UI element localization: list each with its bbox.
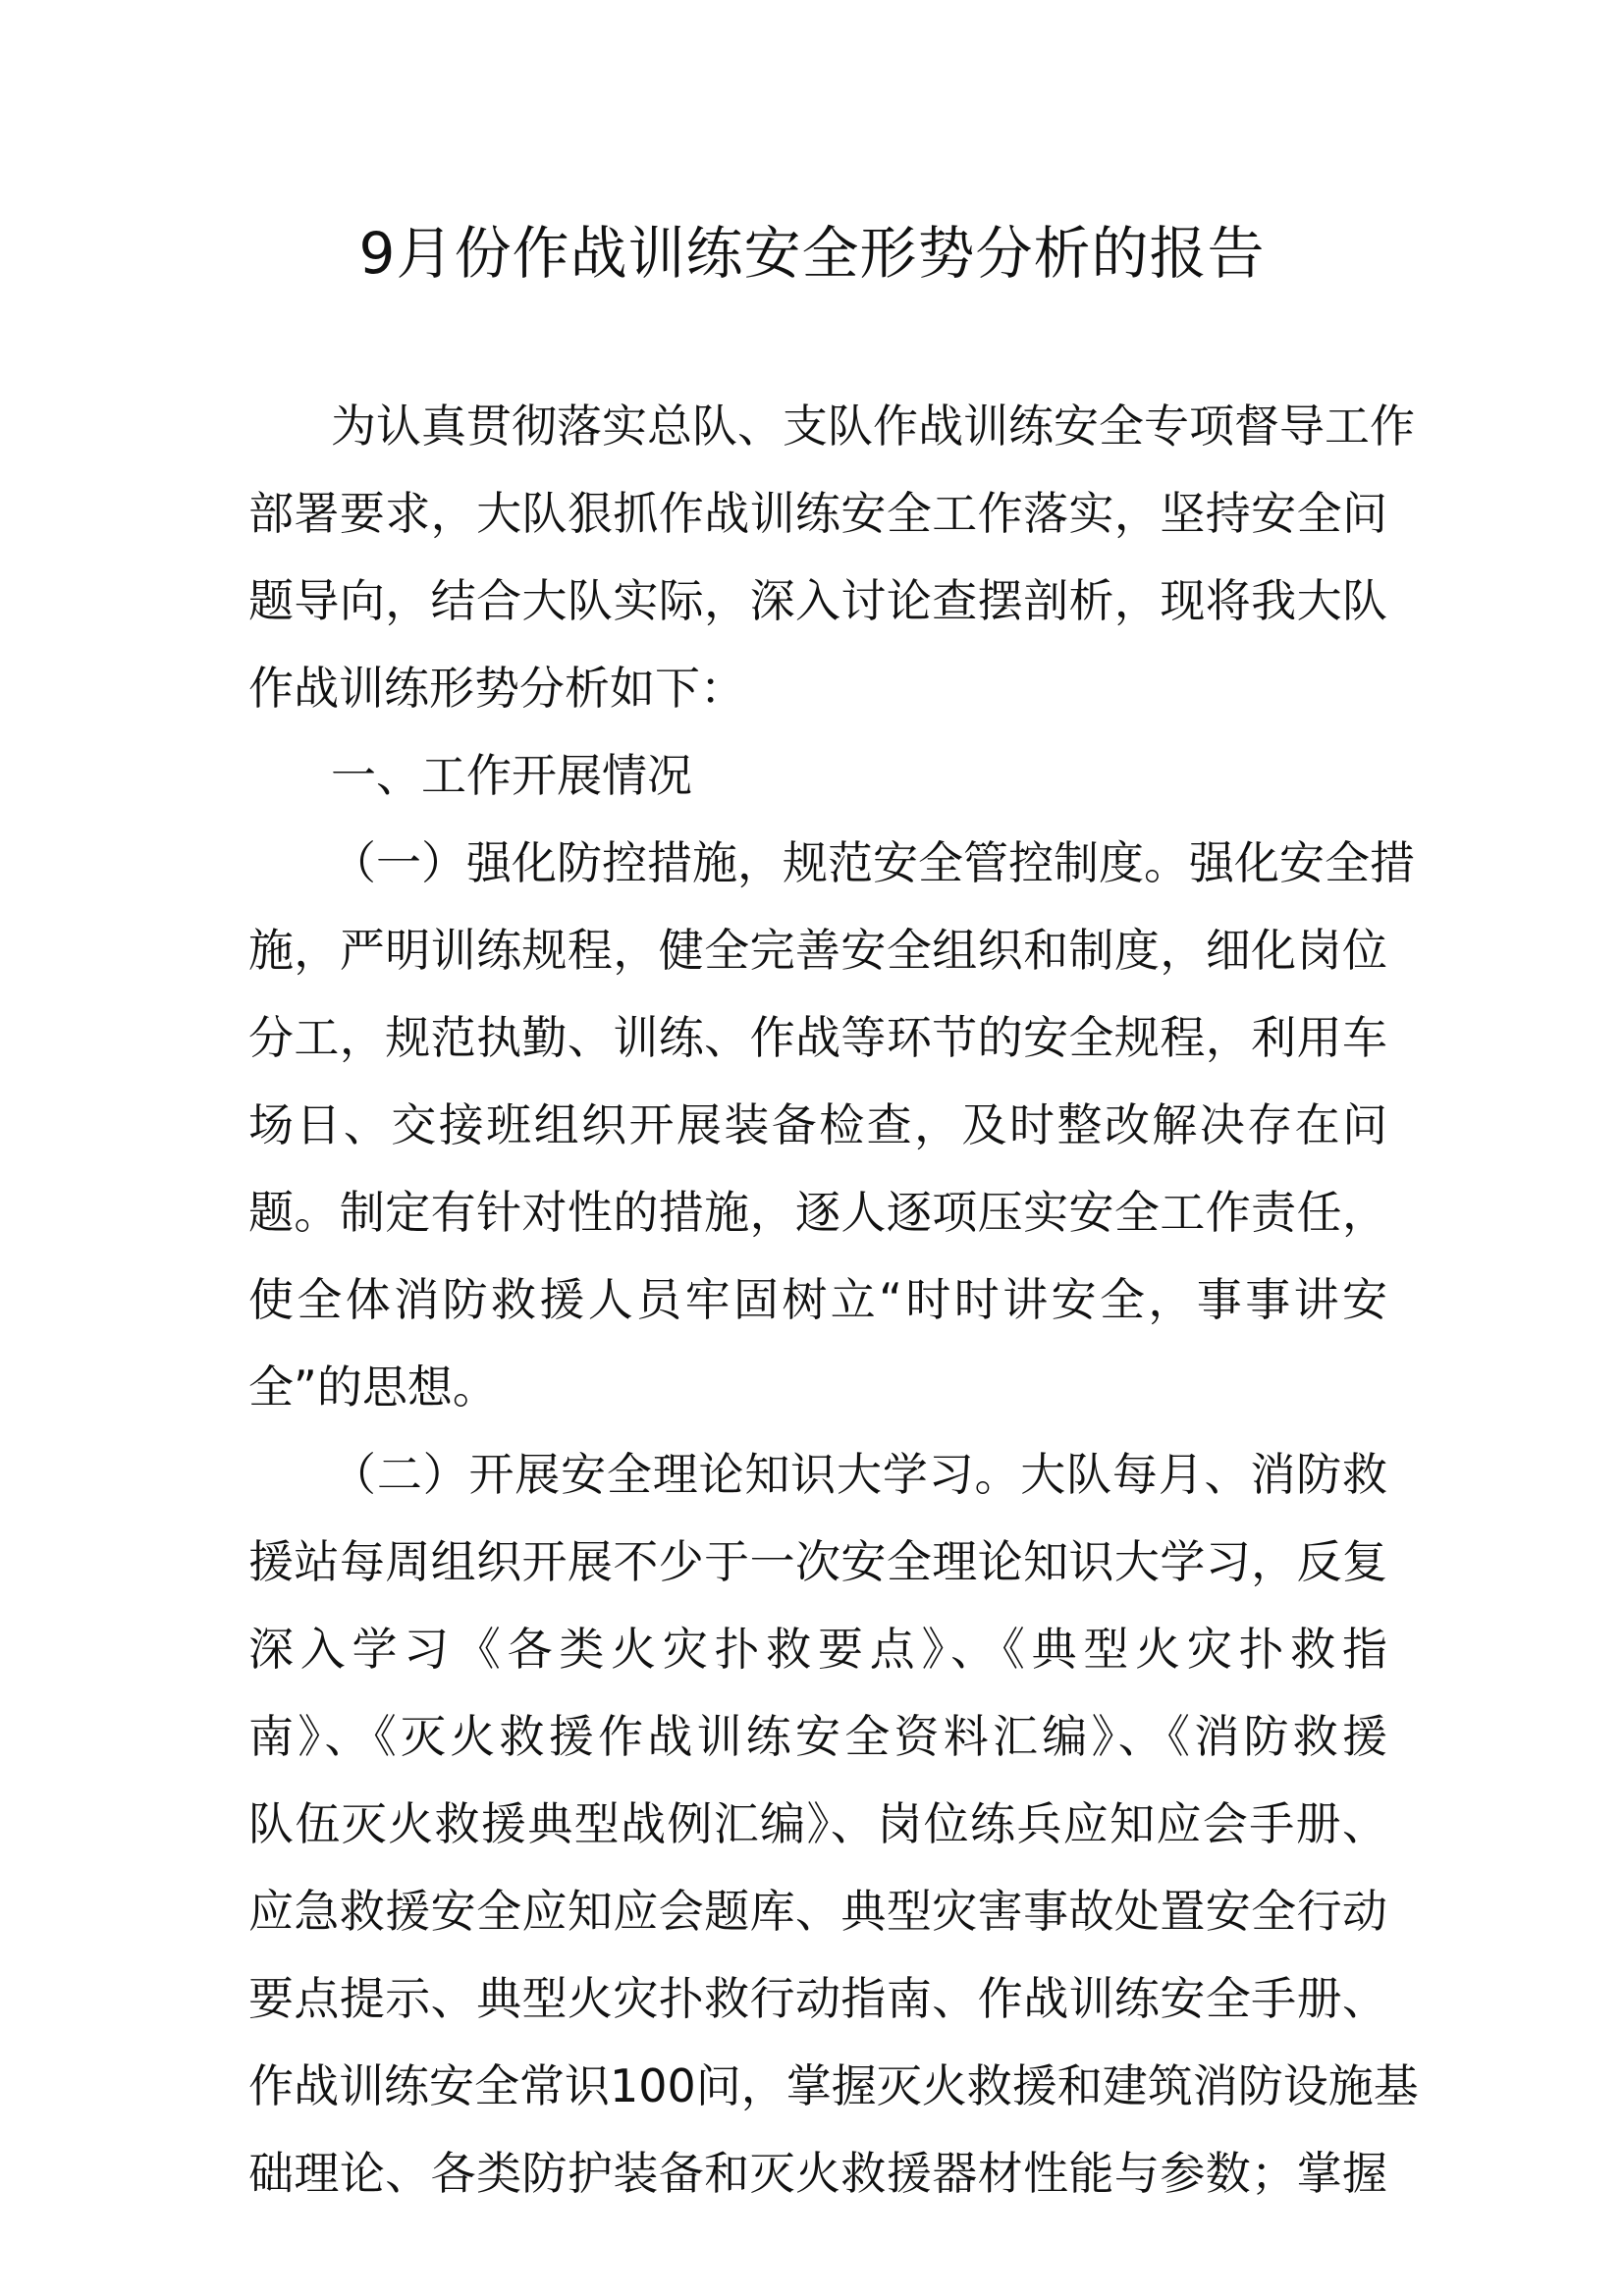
paragraph-line: 题。制定有针对性的措施，逐人逐项压实安全工作责任， — [248, 1186, 1387, 1239]
paragraph-line: 深入学习《各类火灾扑救要点》、《典型火灾扑救指 — [248, 1623, 1387, 1676]
paragraph-line: 南》、《灭火救援作战训练安全资料汇编》、《消防救援 — [248, 1710, 1387, 1763]
paragraph-line: 要点提示、典型火灾扑救行动指南、作战训练安全手册、 — [248, 1972, 1387, 2025]
paragraph-line: 为认真贯彻落实总队、支队作战训练安全专项督导工作 — [331, 400, 1415, 453]
document-title: 9月份作战训练安全形势分析的报告 — [358, 220, 1266, 287]
document-body — [248, 383, 1419, 2217]
paragraph-line: 题导向，结合大队实际，深入讨论查摆剖析，现将我大队 — [248, 574, 1387, 627]
paragraph-line: 全”的思想。 — [248, 1361, 498, 1414]
paragraph-line: （一）强化防控措施，规范安全管控制度。强化安全措 — [331, 836, 1415, 889]
paragraph-line: 援站每周组织开展不少于一次安全理论知识大学习，反复 — [248, 1535, 1387, 1588]
paragraph-line: 作战训练形势分析如下： — [248, 662, 745, 715]
paragraph-line: 应急救援安全应知应会题库、典型灾害事故处置安全行动 — [248, 1885, 1387, 1938]
paragraph-line: 分工，规范执勤、训练、作战等环节的安全规程，利用车 — [248, 1011, 1387, 1064]
paragraph-line: （二）开展安全理论知识大学习。大队每月、消防救 — [331, 1448, 1387, 1501]
paragraph-line: 部署要求，大队狠抓作战训练安全工作落实，坚持安全问 — [248, 487, 1387, 540]
paragraph-line: 施，严明训练规程，健全完善安全组织和制度，细化岗位 — [248, 924, 1387, 977]
paragraph-line: 使全体消防救援人员牢固树立“时时讲安全，事事讲安 — [248, 1273, 1387, 1326]
paragraph-line: 础理论、各类防护装备和灭火救援器材性能与参数；掌握 — [248, 2147, 1387, 2200]
paragraph-line: 场日、交接班组织开展装备检查，及时整改解决存在问 — [248, 1098, 1387, 1151]
paragraph-line: 队伍灭火救援典型战例汇编》、岗位练兵应知应会手册、 — [248, 1797, 1387, 1850]
paragraph-line: 作战训练安全常识100问，掌握灭火救援和建筑消防设施基 — [248, 2059, 1419, 2112]
section-heading: 一、工作开展情况 — [331, 749, 692, 802]
